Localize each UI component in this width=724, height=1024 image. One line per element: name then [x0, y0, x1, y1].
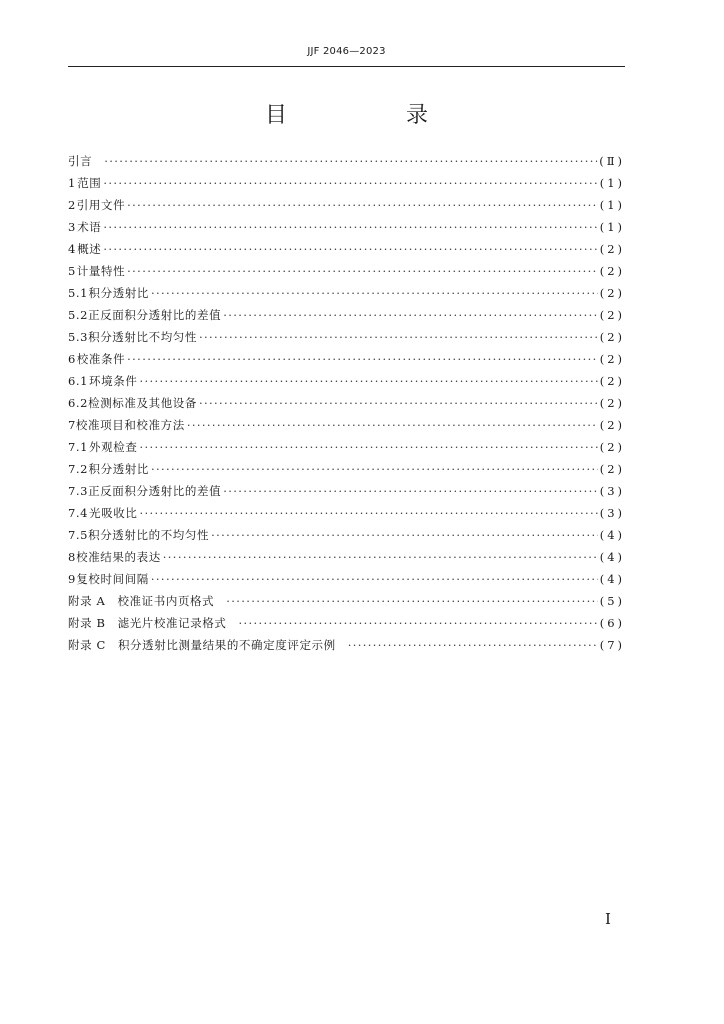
toc-entry[interactable]: [68, 546, 625, 568]
toc-entry-number: 7.1: [68, 440, 89, 454]
toc-leader-dots: [139, 502, 597, 524]
toc-entry-number: 5.3: [68, 330, 89, 344]
toc-entry-label: 积分透射比: [88, 462, 150, 476]
toc-entry-number: 6.2: [68, 396, 89, 410]
toc-leader-dots: [151, 568, 598, 590]
toc-entry-number: 9: [68, 572, 76, 586]
toc-leader-dots: [151, 282, 598, 304]
toc-entry[interactable]: [68, 502, 625, 524]
toc-leader-dots: [199, 326, 598, 348]
toc-entry[interactable]: [68, 414, 625, 436]
toc-entry[interactable]: [68, 370, 625, 392]
toc-entry-number: 7.2: [68, 462, 89, 476]
toc-entry-page: (1): [599, 220, 625, 234]
toc-leader-dots: [104, 150, 597, 172]
toc-entry[interactable]: [68, 326, 625, 348]
toc-entry-page: (3): [599, 484, 625, 498]
toc-entry-number: 2: [68, 198, 76, 212]
toc-entry-label: 环境条件: [89, 374, 138, 388]
toc-entry-label: 概述: [77, 242, 102, 256]
toc-entry-page: (2): [599, 462, 625, 476]
toc-entry-label: 计量特性: [76, 264, 126, 278]
toc-leader-dots: [127, 194, 598, 216]
toc-entry[interactable]: [68, 260, 625, 282]
toc-entry-page: (4): [599, 528, 625, 542]
toc-entry-label: 术语: [77, 220, 102, 234]
toc-leader-dots: [223, 304, 598, 326]
page-title: 目 录: [265, 103, 484, 128]
toc-entry-label: 校准结果的表达: [76, 550, 161, 564]
toc-entry[interactable]: [68, 348, 625, 370]
toc-entry-page: (2): [599, 242, 625, 256]
toc-entry[interactable]: [68, 238, 625, 260]
toc-entry-label: 外观检查: [89, 440, 138, 454]
toc-entry[interactable]: [68, 436, 625, 458]
toc-entry-label: 引言: [68, 154, 93, 168]
toc-entry-number: 7.3: [68, 484, 89, 498]
toc-entry[interactable]: [68, 480, 625, 502]
page-number: Ⅰ: [605, 910, 611, 928]
toc-entry-number: 7: [68, 418, 76, 432]
toc-leader-dots: [223, 480, 598, 502]
document-code-header: JJF 2046—2023: [307, 46, 386, 57]
toc-leader-dots: [103, 172, 597, 194]
toc-entry-page: (2): [599, 330, 625, 344]
toc-entry[interactable]: [68, 194, 625, 216]
toc-entry[interactable]: [68, 282, 625, 304]
toc-entry-label: 正反面积分透射比的差值: [88, 308, 222, 322]
toc-entry-number: 5.1: [68, 286, 89, 300]
toc-entry-label: 积分透射比的不均匀性: [88, 528, 210, 542]
toc-entry-page: (2): [599, 308, 625, 322]
toc-leader-dots: [226, 590, 597, 612]
toc-entry-page: (3): [599, 506, 625, 520]
toc-entry[interactable]: [68, 392, 625, 414]
toc-leader-dots: [199, 392, 598, 414]
toc-entry-label: 正反面积分透射比的差值: [88, 484, 222, 498]
toc-entry-label: 积分透射比不均匀性: [88, 330, 197, 344]
toc-leader-dots: [151, 458, 598, 480]
toc-leader-dots: [139, 370, 597, 392]
toc-leader-dots: [348, 634, 598, 656]
toc-entry-label: 附录 B 滤光片校准记录格式: [68, 616, 227, 630]
toc-entry-label: 附录 C 积分透射比测量结果的不确定度评定示例: [68, 638, 336, 652]
toc-entry[interactable]: [68, 524, 625, 546]
toc-entry-label: 检测标准及其他设备: [88, 396, 197, 410]
toc-entry-number: 6.1: [68, 374, 89, 388]
toc-entry-number: 6: [68, 352, 76, 366]
header-rule: [68, 66, 625, 67]
toc-leader-dots: [239, 612, 598, 634]
toc-entry-page: (Ⅱ): [599, 154, 625, 168]
toc-entry-number: 3: [68, 220, 76, 234]
toc-entry-page: (4): [599, 572, 625, 586]
table-of-contents: [68, 150, 625, 656]
toc-leader-dots: [103, 216, 597, 238]
toc-entry[interactable]: [68, 458, 625, 480]
toc-entry-page: (2): [599, 440, 625, 454]
toc-entry-label: 校准条件: [76, 352, 126, 366]
toc-entry-label: 复校时间间隔: [76, 572, 149, 586]
toc-leader-dots: [127, 348, 598, 370]
toc-entry[interactable]: [68, 150, 625, 172]
toc-entry-page: (5): [599, 594, 625, 608]
toc-entry-number: 1: [68, 176, 76, 190]
toc-entry-page: (4): [599, 550, 625, 564]
toc-leader-dots: [163, 546, 598, 568]
toc-entry[interactable]: [68, 172, 625, 194]
toc-entry-number: 5: [68, 264, 76, 278]
toc-entry[interactable]: [68, 634, 625, 656]
toc-entry-page: (2): [599, 374, 625, 388]
toc-entry-page: (1): [599, 198, 625, 212]
toc-entry[interactable]: [68, 568, 625, 590]
toc-entry-label: 附录 A 校准证书内页格式: [68, 594, 215, 608]
toc-entry-label: 校准项目和校准方法: [75, 418, 185, 432]
toc-entry-label: 积分透射比: [88, 286, 150, 300]
toc-leader-dots: [211, 524, 598, 546]
toc-entry-number: 7.4: [68, 506, 89, 520]
toc-entry-page: (2): [599, 418, 625, 432]
toc-leader-dots: [127, 260, 598, 282]
toc-entry-page: (1): [599, 176, 625, 190]
toc-entry-page: (7): [599, 638, 625, 652]
toc-entry[interactable]: [68, 590, 625, 612]
toc-entry-number: 7.5: [68, 528, 89, 542]
toc-entry-number: 8: [68, 550, 76, 564]
toc-entry-page: (2): [599, 264, 625, 278]
toc-entry-number: 5.2: [68, 308, 89, 322]
toc-entry[interactable]: [68, 612, 625, 634]
toc-entry-number: 4: [68, 242, 76, 256]
toc-entry-page: (2): [599, 396, 625, 410]
toc-entry-page: (6): [599, 616, 625, 630]
toc-entry-label: 引用文件: [76, 198, 126, 212]
toc-entry-label: 范围: [77, 176, 102, 190]
toc-leader-dots: [103, 238, 597, 260]
toc-entry[interactable]: [68, 216, 625, 238]
toc-entry[interactable]: [68, 304, 625, 326]
toc-entry-page: (2): [599, 286, 625, 300]
toc-entry-page: (2): [599, 352, 625, 366]
toc-entry-label: 光吸收比: [89, 506, 138, 520]
toc-leader-dots: [187, 414, 598, 436]
toc-leader-dots: [139, 436, 597, 458]
